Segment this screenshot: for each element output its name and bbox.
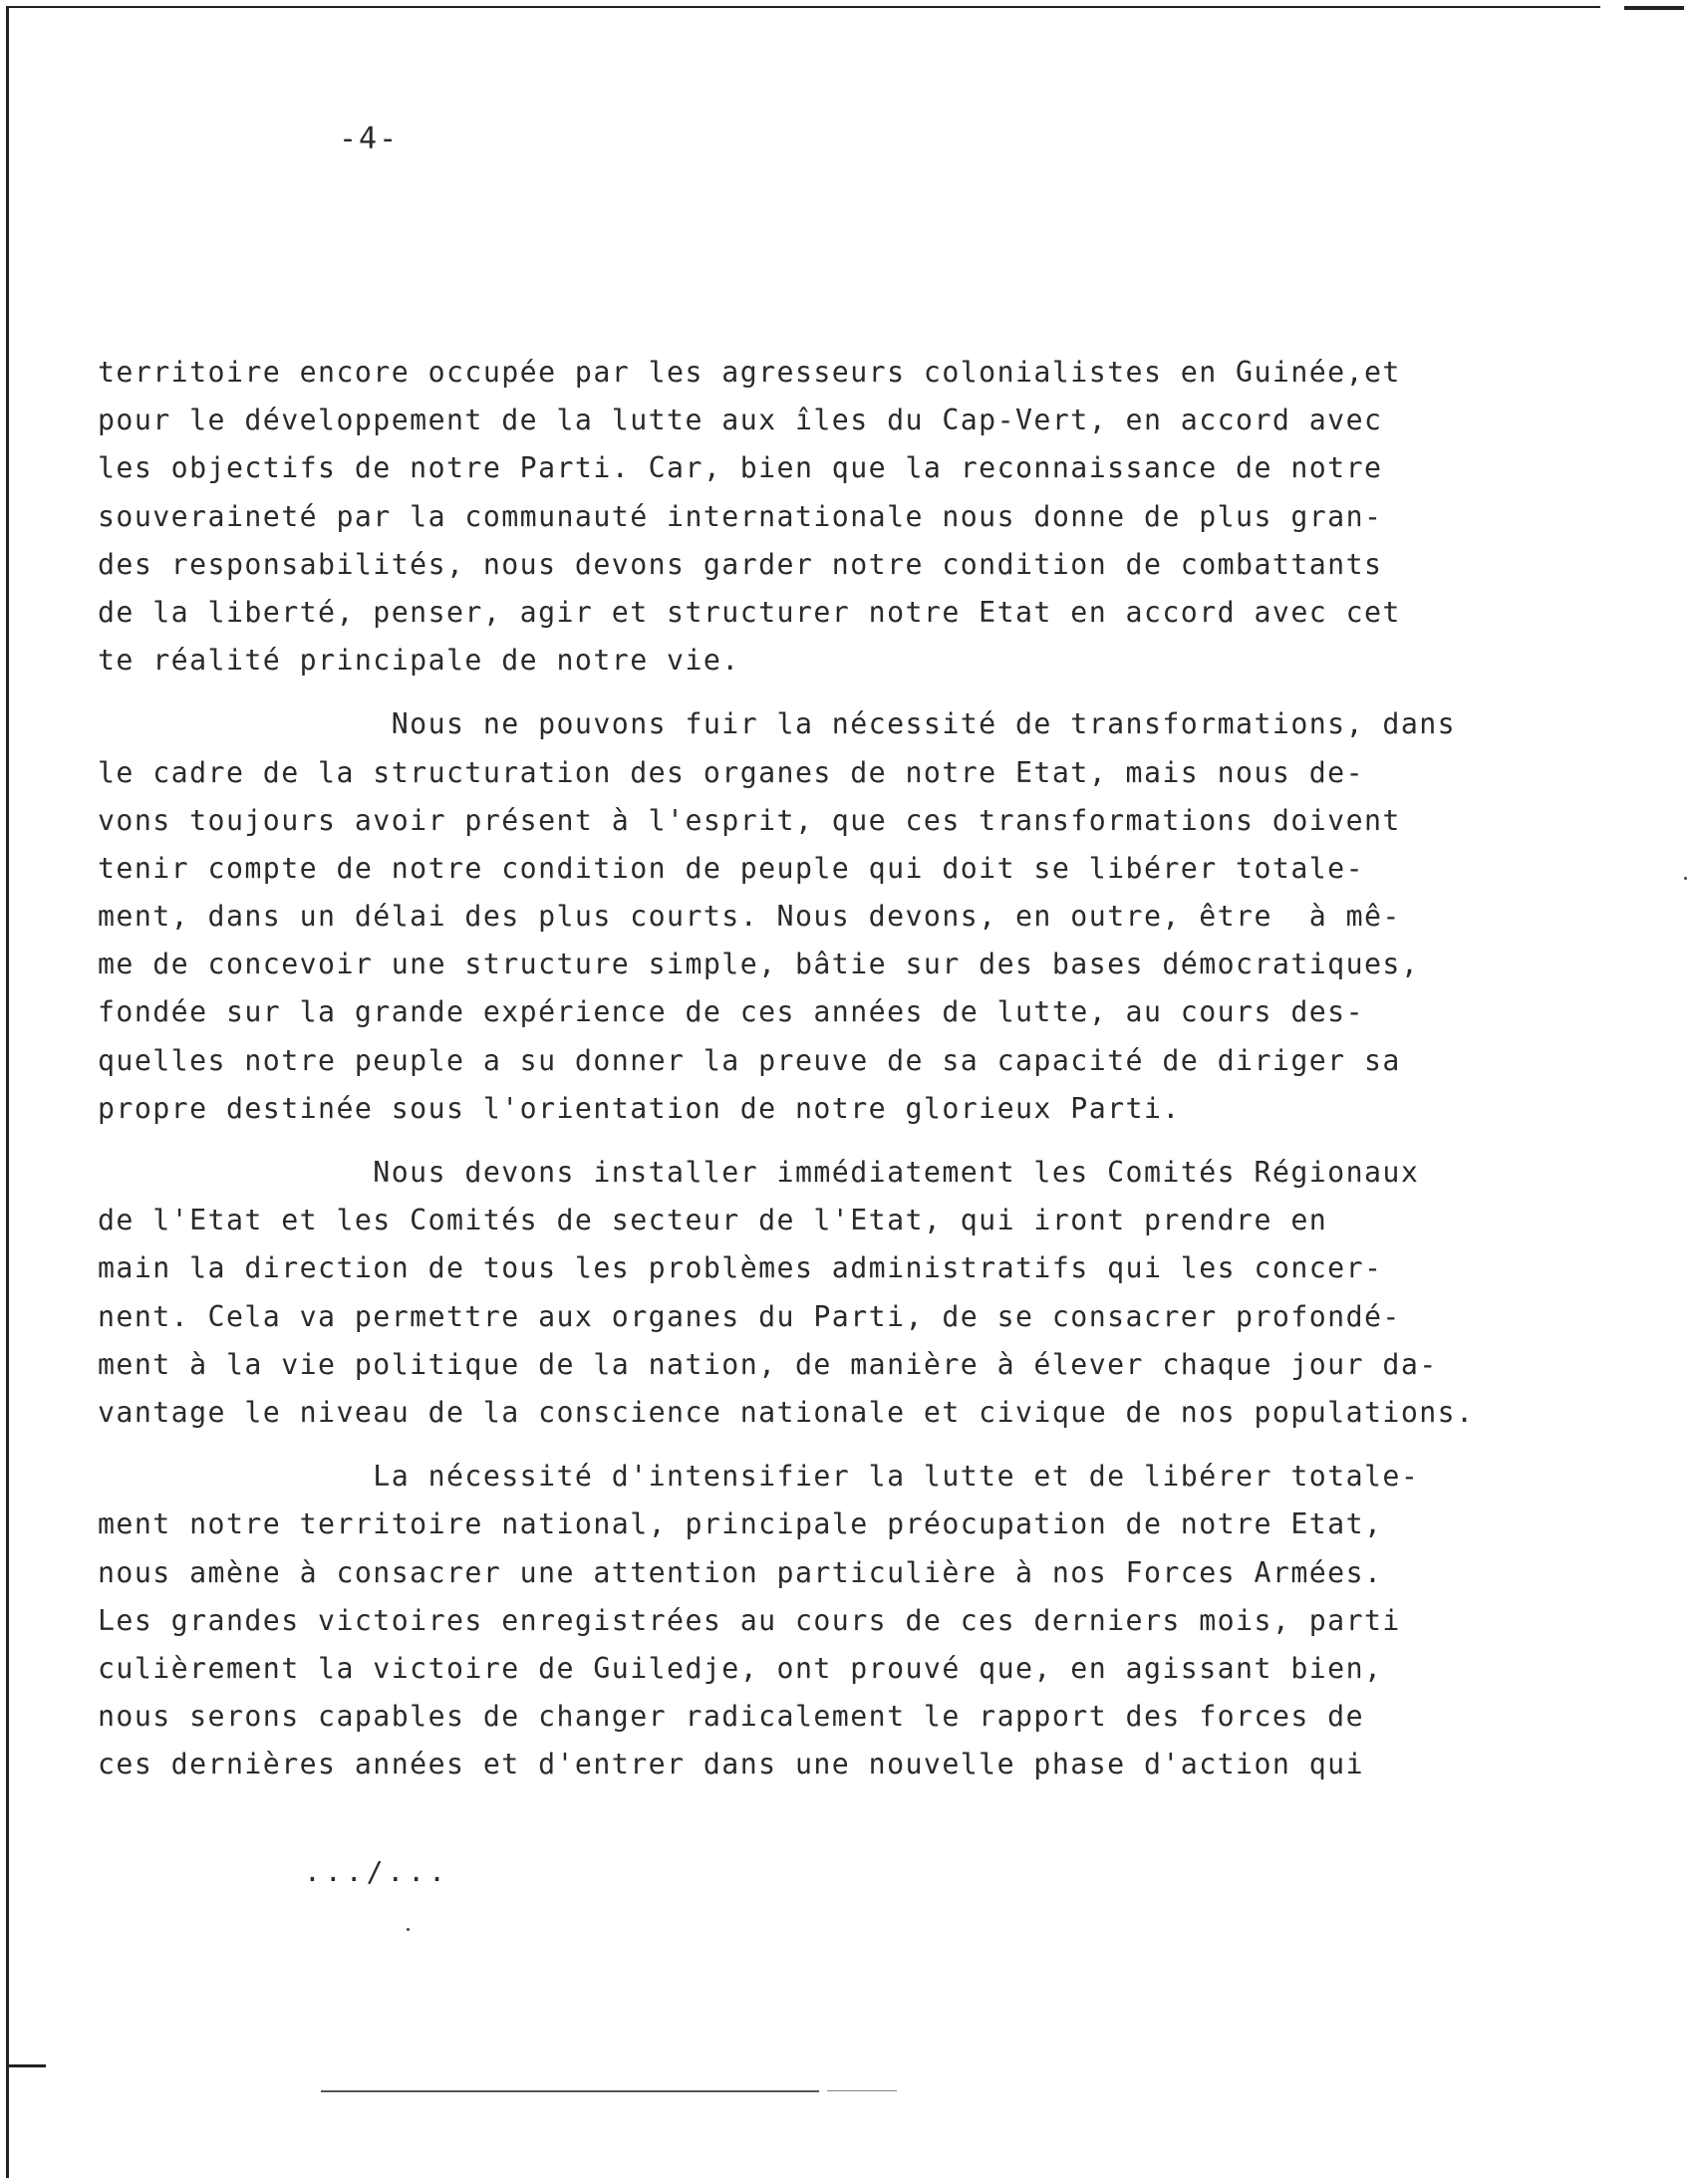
paragraph	[98, 1453, 1513, 1788]
text-line: de la liberté, penser, agir et structurer notre Etat en accord avec cet	[98, 595, 1401, 629]
text-line: nent. Cela va permettre aux organes du Parti, de se consacrer profondé-	[98, 1299, 1401, 1333]
paragraph	[98, 349, 1513, 684]
text-line: Les grandes victoires enregistrées au cours de ces derniers mois, parti	[98, 1603, 1401, 1637]
text-line: ment notre territoire national, principale préocupation de notre Etat,	[98, 1507, 1383, 1541]
text-line: ment à la vie politique de la nation, de manière à élever chaque jour da-	[98, 1347, 1438, 1381]
text-line: les objectifs de notre Parti. Car, bien que la reconnaissance de notre	[98, 451, 1383, 485]
text-line: le cadre de la structuration des organes de notre Etat, mais nous de-	[98, 755, 1365, 789]
paragraph	[98, 700, 1513, 1133]
scan-border-bottom-mark	[6, 2064, 46, 2067]
paragraph	[98, 1149, 1513, 1437]
scan-border-top-right	[1624, 6, 1684, 10]
text-line: des responsabilités, nous devons garder notre condition de combattants	[98, 547, 1383, 581]
footer-rule	[321, 2090, 819, 2092]
scan-border-top	[6, 6, 1600, 8]
text-line: te réalité principale de notre vie.	[98, 644, 740, 678]
text-line: vons toujours avoir présent à l'esprit, que ces transformations doivent	[98, 803, 1401, 837]
text-line: ces dernières années et d'entrer dans une nouvelle phase d'action qui	[98, 1748, 1365, 1781]
text-line: vantage le niveau de la conscience nationale et civique de nos populations.	[98, 1395, 1475, 1429]
text-line: fondée sur la grande expérience de ces années de lutte, au cours des-	[98, 995, 1365, 1029]
scan-speck	[407, 1928, 410, 1931]
text-line: tenir compte de notre condition de peuple qui doit se libérer totale-	[98, 851, 1365, 885]
scan-speck	[1684, 877, 1687, 880]
text-line: main la direction de tous les problèmes administratifs qui les concer-	[98, 1251, 1383, 1285]
body-text	[98, 349, 1513, 1788]
text-line: culièrement la victoire de Guiledje, ont prouvé que, en agissant bien,	[98, 1651, 1383, 1685]
page-number: -4-	[339, 122, 400, 156]
text-line: La nécessité d'intensifier la lutte et de libérer totale-	[98, 1460, 1420, 1494]
continuation-mark: .../...	[304, 1855, 450, 1888]
text-line: propre destinée sous l'orientation de notre glorieux Parti.	[98, 1091, 1181, 1125]
text-line: ment, dans un délai des plus courts. Nous devons, en outre, être à mê-	[98, 900, 1401, 934]
footer-rule-tail	[827, 2090, 897, 2091]
text-line: Nous ne pouvons fuir la nécessité de transformations, dans	[98, 707, 1457, 741]
text-line: Nous devons installer immédiatement les Comités Régionaux	[98, 1156, 1420, 1189]
text-line: nous amène à consacrer une attention particulière à nos Forces Armées.	[98, 1555, 1383, 1589]
text-line: pour le développement de la lutte aux îles du Cap-Vert, en accord avec	[98, 404, 1383, 437]
text-line: quelles notre peuple a su donner la preuve de sa capacité de diriger sa	[98, 1043, 1401, 1077]
text-line: me de concevoir une structure simple, bâtie sur des bases démocratiques,	[98, 948, 1420, 981]
text-line: de l'Etat et les Comités de secteur de l'Etat, qui iront prendre en	[98, 1204, 1328, 1237]
text-line: nous serons capables de changer radicalement le rapport des forces de	[98, 1700, 1365, 1734]
text-line: souveraineté par la communauté internationale nous donne de plus gran-	[98, 499, 1383, 533]
text-line: territoire encore occupée par les agresseurs colonialistes en Guinée,et	[98, 356, 1401, 389]
scan-border-left	[6, 6, 9, 2178]
